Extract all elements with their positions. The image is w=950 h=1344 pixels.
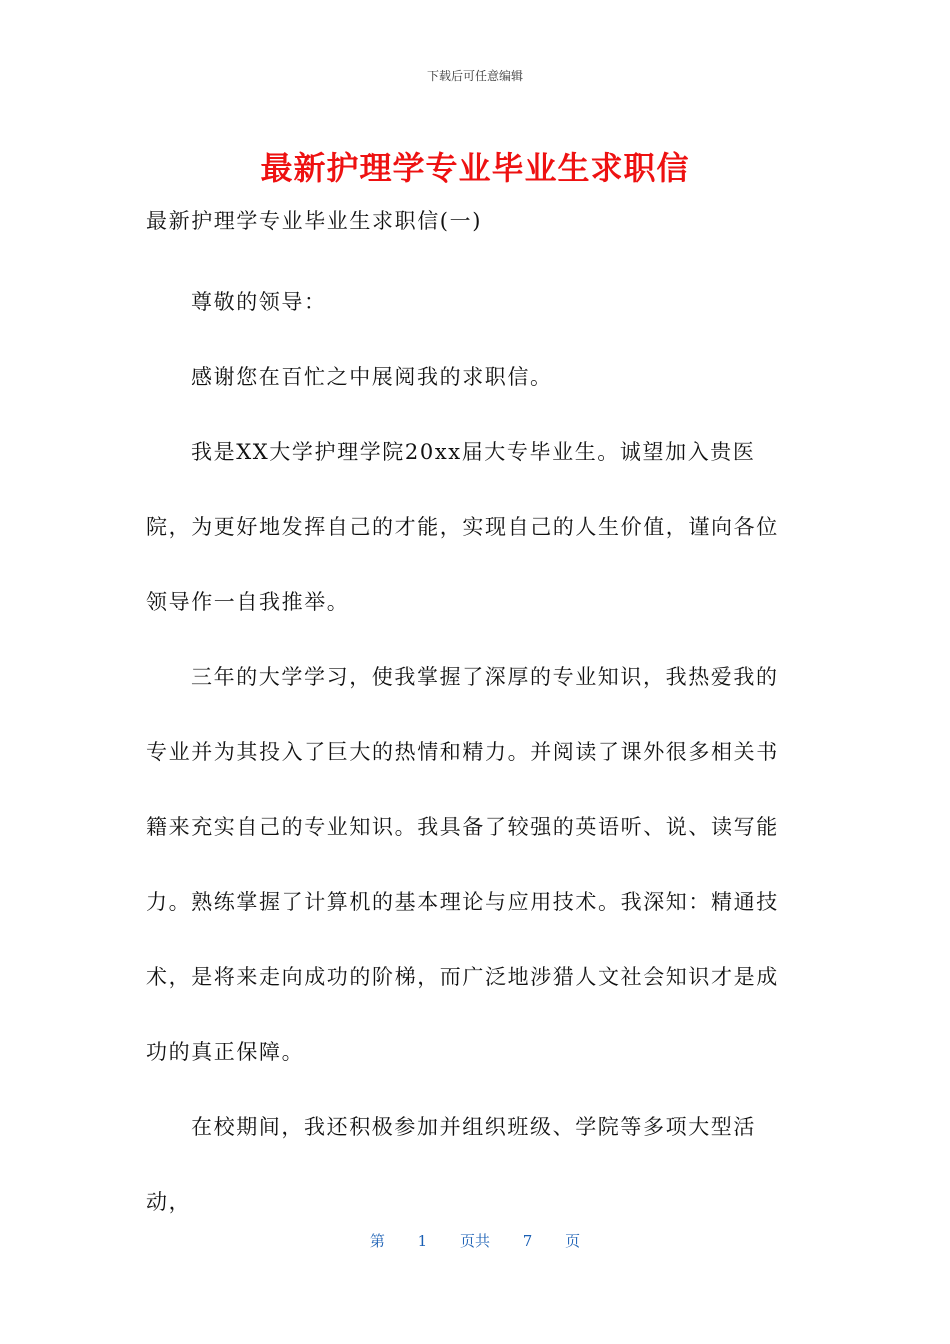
paragraph-thanks: 感谢您在百忙之中展阅我的求职信。 — [191, 365, 553, 389]
footer-page-number: 1 — [417, 1232, 428, 1250]
page-footer — [0, 1230, 950, 1251]
paragraph-introduction: 我是XX大学护理学院20xx届大专毕业生。诚望加入贵医院，为更好地发挥自己的才能，实现自己的人生价值，谨向各位领导作一自我推举。 — [146, 440, 779, 614]
document-body — [146, 190, 794, 1240]
footer-total-pages: 7 — [522, 1232, 533, 1250]
document-subtitle: 最新护理学专业毕业生求职信(一) — [146, 209, 482, 233]
document-title: 最新护理学专业毕业生求职信 — [260, 149, 690, 187]
paragraph-activities: 在校期间，我还积极参加并组织班级、学院等多项大型活动， — [146, 1115, 756, 1214]
footer-suffix: 页 — [565, 1232, 581, 1250]
paragraph-education: 三年的大学学习，使我掌握了深厚的专业知识，我热爱我的专业并为其投入了巨大的热情和精力。并阅读了课外很多相关书籍来充实自己的专业知识。我具备了较强的英语听、说、读写能力。熟练掌握了计算机的基本理论与应用技术。我深知：精通技术，是将来走向成功的阶梯，而广泛地涉猎人文社会知识才是成功的真正保障。 — [146, 665, 779, 1064]
paragraph-salutation: 尊敬的领导： — [191, 290, 327, 314]
header-note: 下载后可任意编辑 — [426, 69, 523, 83]
footer-middle: 页共 — [459, 1232, 490, 1250]
footer-prefix: 第 — [369, 1232, 385, 1250]
